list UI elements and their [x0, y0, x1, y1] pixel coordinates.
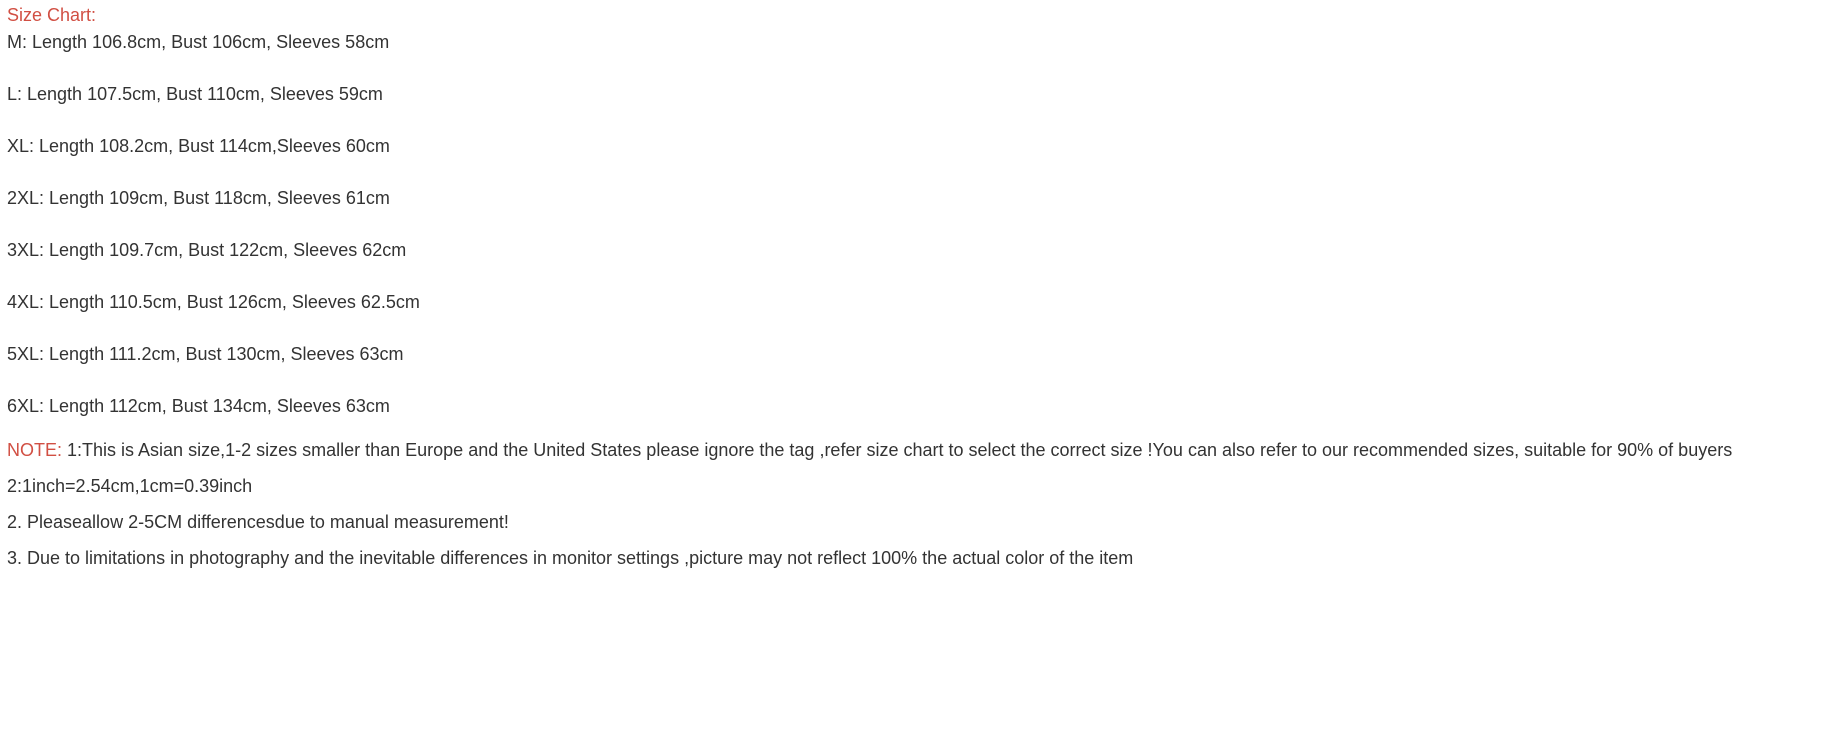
note-block [7, 432, 1846, 576]
note-label: NOTE: [7, 440, 63, 460]
size-chart-title: Size Chart: [7, 5, 97, 25]
size-row-3xl: 3XL: Length 109.7cm, Bust 122cm, Sleeves 62cm [7, 240, 407, 260]
size-row-l: L: Length 107.5cm, Bust 110cm, Sleeves 59cm [7, 84, 383, 104]
note-line-1-text: 1:This is Asian size,1-2 sizes smaller than Europe and the United States please ignore the tag ,refer size chart to select the correct size !You can also refer to our recommended sizes, suitable for 90% of buyers [67, 440, 1733, 460]
note-line-2: 2:1inch=2.54cm,1cm=0.39inch [7, 476, 253, 496]
note-line-3: 2. Pleaseallow 2-5CM differencesdue to manual measurement! [7, 512, 509, 532]
size-row-2xl: 2XL: Length 109cm, Bust 118cm, Sleeves 61cm [7, 188, 390, 208]
size-row-4xl: 4XL: Length 110.5cm, Bust 126cm, Sleeves 62.5cm [7, 292, 420, 312]
note-line-1 [7, 432, 1846, 468]
size-row-m: M: Length 106.8cm, Bust 106cm, Sleeves 58cm [7, 32, 390, 52]
size-row-xl: XL: Length 108.2cm, Bust 114cm,Sleeves 60cm [7, 136, 390, 156]
note-line-4: 3. Due to limitations in photography and the inevitable differences in monitor settings ,picture may not reflect 100% the actual color of the item [7, 548, 1134, 568]
size-row-5xl: 5XL: Length 111.2cm, Bust 130cm, Sleeves 63cm [7, 344, 404, 364]
size-row-6xl: 6XL: Length 112cm, Bust 134cm, Sleeves 63cm [7, 396, 390, 416]
